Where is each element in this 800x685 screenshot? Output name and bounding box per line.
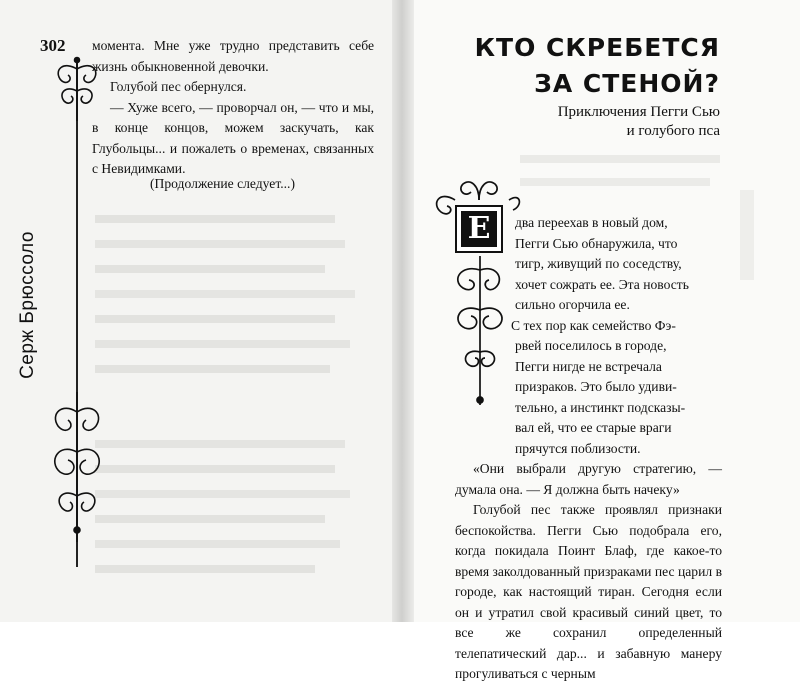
first-paragraph	[511, 213, 722, 459]
left-page-text	[92, 36, 374, 180]
paragraph: момента. Мне уже трудно представить себе жизнь обыкновенной девочки.	[92, 38, 374, 74]
text-line: рвей поселилось в городе,	[515, 338, 667, 353]
chapter-subtitle	[470, 103, 720, 141]
text-line: призраков. Это было удиви-	[515, 379, 677, 394]
text-line: два переехав в новый дом,	[515, 215, 668, 230]
text-line: С тех пор как семейство Фэ-	[511, 317, 676, 333]
text-line: сильно огорчила ее.	[515, 297, 630, 312]
paragraph: «Они выбрали другую стратегию, — думала она. — Я должна быть начеку»	[455, 461, 722, 497]
book-gutter	[392, 0, 414, 622]
running-head-author: Серж Брюссоло	[17, 231, 38, 379]
text-line: хочет сожрать ее. Эта новость	[515, 276, 689, 292]
paragraph: Голубой пес обернулся.	[110, 79, 247, 94]
subtitle-line: и голубого пса	[626, 123, 720, 139]
text-line: вал ей, что ее старые враги	[515, 420, 672, 435]
paragraph: Голубой пес также проявлял признаки беспокойства. Пегги Сью подобрала его, когда покидала Поинт Блаф, где какое-то время заколдованный призраками пес царил в городе, как настоящий тиран. Сегодня если он и утратил свой красивый синий цвет, то все же сохранил определенный телепатический дар... и забавную манеру прогуливаться с черным	[455, 502, 722, 681]
paragraph: — Хуже всего, — проворчал он, — что и мы, в конце концов, можем заскучать, как Глубольцы... и пожалеть о временах, связанных с Невидимками.	[92, 99, 374, 176]
chapter-title-line: КТО СКРЕБЕТСЯ	[474, 33, 720, 62]
chapter-title-line: ЗА СТЕНОЙ?	[534, 69, 720, 98]
text-line: прячутся поблизости.	[515, 440, 641, 456]
text-line: Пегги Сью обнаружила, что	[515, 235, 678, 251]
bottom-flourish-ornament	[44, 392, 108, 542]
page-number: 302	[40, 36, 66, 55]
chapter-title	[470, 30, 720, 102]
text-line: тельно, а инстинкт подсказы-	[515, 399, 686, 415]
right-page-text	[455, 459, 722, 685]
text-line: тигр, живущий по соседству,	[515, 256, 682, 271]
to-be-continued: (Продолжение следует...)	[150, 176, 295, 191]
drop-cap-letter: Е	[461, 211, 497, 247]
drop-cap-frame	[455, 205, 503, 253]
subtitle-line: Приключения Пегги Сью	[557, 104, 720, 120]
text-line: Пегги нигде не встречала	[515, 358, 662, 374]
